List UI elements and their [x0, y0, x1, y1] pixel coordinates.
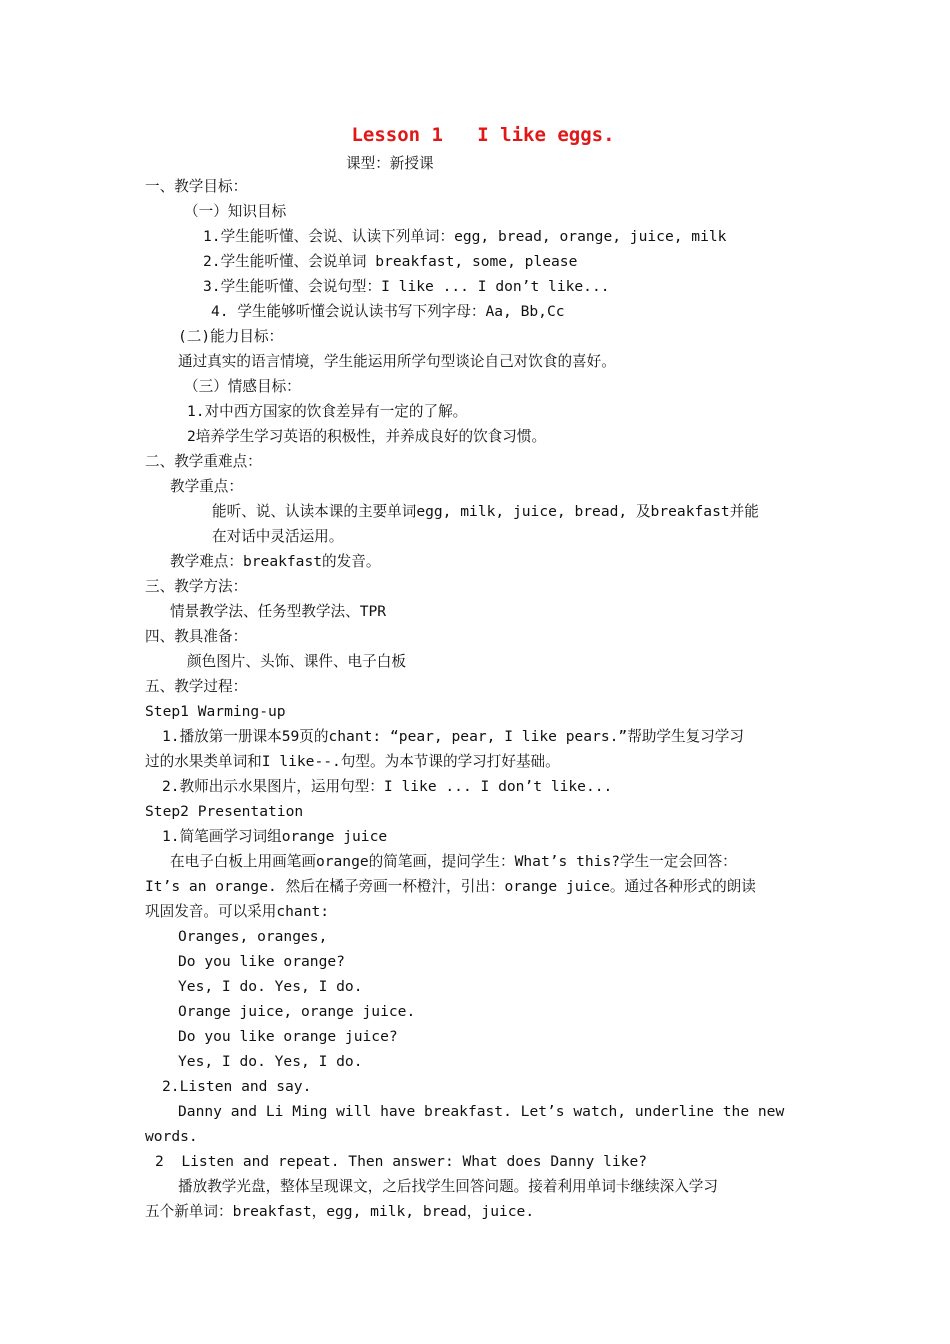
text-line: Danny and Li Ming will have breakfast. Let’s watch, underline the new [178, 1103, 785, 1120]
text-line: 2培养学生学习英语的积极性，并养成良好的饮食习惯。 [187, 428, 547, 445]
text-line: 1.学生能听懂、会说、认读下列单词：egg, bread, orange, juice, milk [203, 228, 727, 245]
course-type: 课型：新授课 [346, 155, 434, 172]
section-heading: 三、教学方法： [145, 578, 248, 595]
chant-line: Yes, I do. Yes, I do. [178, 978, 363, 995]
text-line: 教学重点： [170, 478, 243, 495]
section-heading: 四、教具准备： [145, 628, 248, 645]
section-heading: 一、教学目标： [145, 178, 248, 195]
text-line: 1.播放第一册课本59页的chant: “pear, pear, I like pears.”帮助学生复习学习 [162, 728, 744, 745]
text-line: 1.简笔画学习词组orange juice [162, 828, 388, 845]
text-line: 五个新单词：breakfast，egg, milk, bread，juice. [145, 1203, 535, 1220]
text-line: 播放教学光盘，整体呈现课文，之后找学生回答问题。接着利用单词卡继续深入学习 [178, 1178, 718, 1195]
chant-line: Oranges, oranges, [178, 928, 328, 945]
subsection-heading: (二)能力目标： [178, 328, 284, 345]
text-line: 过的水果类单词和I like--.句型。为本节课的学习打好基础。 [145, 753, 560, 770]
text-line: 3.学生能听懂、会说句型：I like ... I don’t like... [203, 278, 610, 295]
section-heading: 五、教学过程： [145, 678, 248, 695]
section-heading: 二、教学重难点： [145, 453, 262, 470]
text-line: 1.对中西方国家的饮食差异有一定的了解。 [187, 403, 468, 420]
step-heading: Step1 Warming-up [145, 703, 286, 720]
text-line: 4. 学生能够听懂会说认读书写下列字母：Aa, Bb,Cc [211, 303, 565, 320]
chant-line: Yes, I do. Yes, I do. [178, 1053, 363, 1070]
text-line: 情景教学法、任务型教学法、TPR [170, 603, 387, 620]
chant-line: Do you like orange? [178, 953, 345, 970]
text-line: 能听、说、认读本课的主要单词egg, milk, juice, bread, 及breakfast并能 [212, 503, 759, 520]
step-heading: Step2 Presentation [145, 803, 304, 820]
subsection-heading: （三）情感目标： [184, 378, 301, 395]
subsection-heading: （一）知识目标 [184, 203, 287, 220]
text-line: 2.教师出示水果图片，运用句型：I like ... I don’t like... [162, 778, 613, 795]
text-line: It’s an orange. 然后在橘子旁画一杯橙汁，引出：orange juice。通过各种形式的朗读 [145, 878, 756, 895]
text-line: 颜色图片、头饰、课件、电子白板 [187, 653, 406, 670]
text-line: 2.学生能听懂、会说单词 breakfast, some, please [203, 253, 578, 270]
text-line: 2.Listen and say. [162, 1078, 312, 1095]
text-line: words. [145, 1128, 198, 1145]
text-line: 教学难点：breakfast的发音。 [170, 553, 381, 570]
text-line: 巩固发音。可以采用chant: [145, 903, 330, 920]
chant-line: Orange juice, orange juice. [178, 1003, 416, 1020]
lesson-title: Lesson 1 I like eggs. [351, 124, 615, 146]
chant-line: Do you like orange juice? [178, 1028, 398, 1045]
text-line: 在对话中灵活运用。 [212, 528, 344, 545]
text-line: 在电子白板上用画笔画orange的简笔画，提问学生：What’s this?学生一定会回答： [170, 853, 737, 870]
text-line: 通过真实的语言情境，学生能运用所学句型谈论自己对饮食的喜好。 [178, 353, 616, 370]
text-line: 2 Listen and repeat. Then answer: What does Danny like? [155, 1153, 648, 1170]
